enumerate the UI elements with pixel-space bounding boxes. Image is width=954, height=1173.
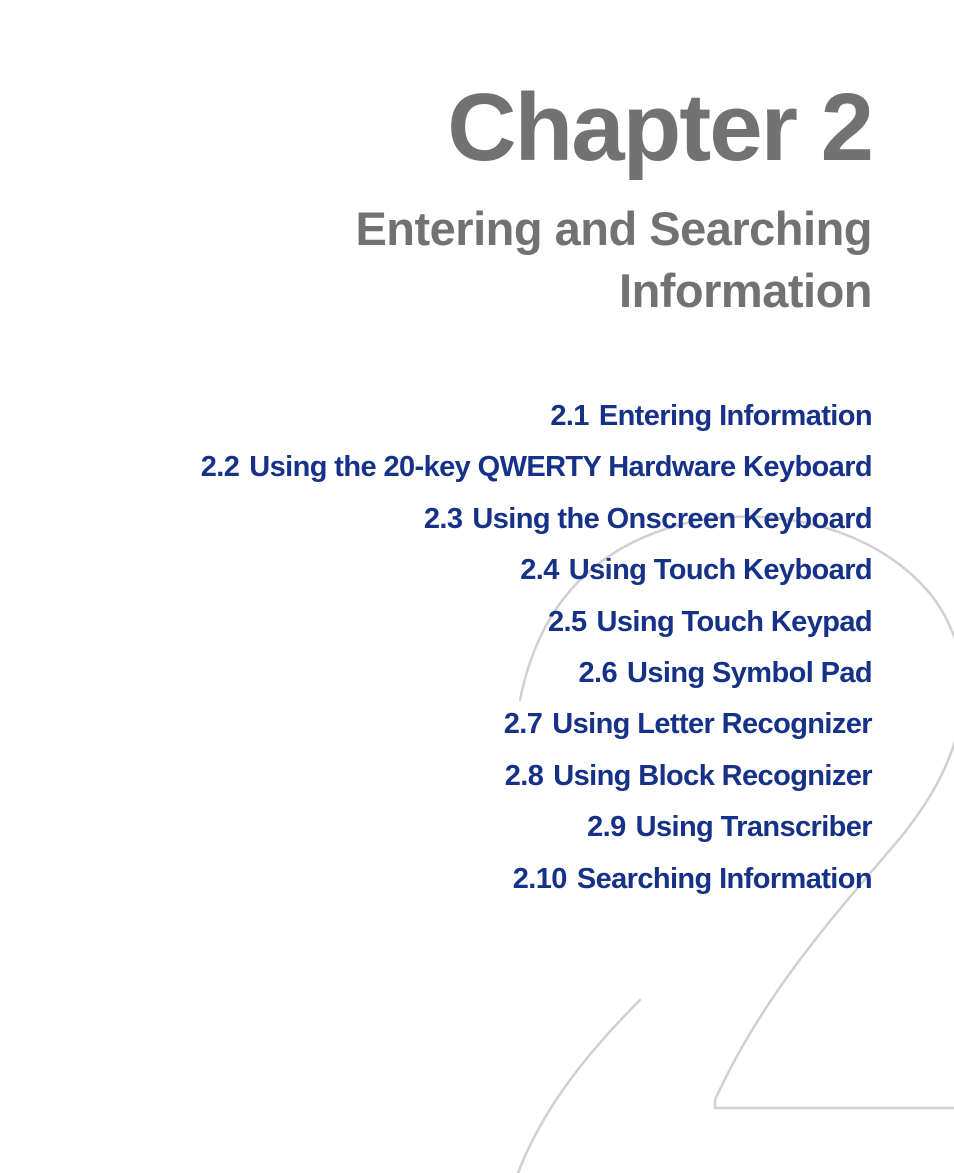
toc-item-number: 2.7 xyxy=(503,708,543,741)
toc-item-number: 2.5 xyxy=(548,605,587,638)
toc-item-title: Using Block Recognizer xyxy=(553,759,872,792)
toc-item-number: 2.4 xyxy=(520,554,559,587)
chapter-title-line-1: Entering and Searching xyxy=(355,202,872,255)
toc-item-2-2[interactable] xyxy=(201,445,872,496)
toc-item-2-9[interactable] xyxy=(201,805,872,856)
toc-item-title: Using Symbol Pad xyxy=(627,656,872,689)
toc-item-2-5[interactable] xyxy=(201,600,872,651)
toc-item-title: Using Transcriber xyxy=(635,811,872,844)
toc-item-title: Using Letter Recognizer xyxy=(552,708,872,741)
toc-item-title: Using Touch Keypad xyxy=(596,605,872,638)
chapter-header xyxy=(355,72,872,322)
toc-item-number: 2.6 xyxy=(578,656,617,689)
toc-item-number: 2.3 xyxy=(423,502,463,535)
toc-item-title: Entering Information xyxy=(598,400,872,432)
toc-item-2-8[interactable] xyxy=(201,754,872,805)
toc-item-2-6[interactable] xyxy=(201,651,872,702)
toc-item-title: Using the Onscreen Keyboard xyxy=(472,502,872,535)
toc-item-number: 2.2 xyxy=(200,451,240,484)
toc-item-number: 2.1 xyxy=(550,400,589,432)
table-of-contents xyxy=(201,394,872,908)
toc-item-2-7[interactable] xyxy=(201,702,872,753)
toc-item-2-1[interactable] xyxy=(201,394,872,445)
toc-item-number: 2.8 xyxy=(504,759,544,792)
toc-item-2-3[interactable] xyxy=(201,497,872,548)
chapter-title-line-2: Information xyxy=(619,264,872,317)
toc-item-title: Using Touch Keyboard xyxy=(568,554,872,587)
chapter-label: Chapter 2 xyxy=(447,74,872,181)
chapter-title xyxy=(355,198,872,322)
toc-item-2-4[interactable] xyxy=(201,548,872,599)
toc-item-title: Searching Information xyxy=(576,862,872,895)
toc-item-number: 2.10 xyxy=(512,862,567,895)
toc-item-2-10[interactable] xyxy=(201,857,872,908)
toc-item-number: 2.9 xyxy=(587,811,626,844)
toc-item-title: Using the 20-key QWERTY Hardware Keyboard xyxy=(249,451,872,484)
